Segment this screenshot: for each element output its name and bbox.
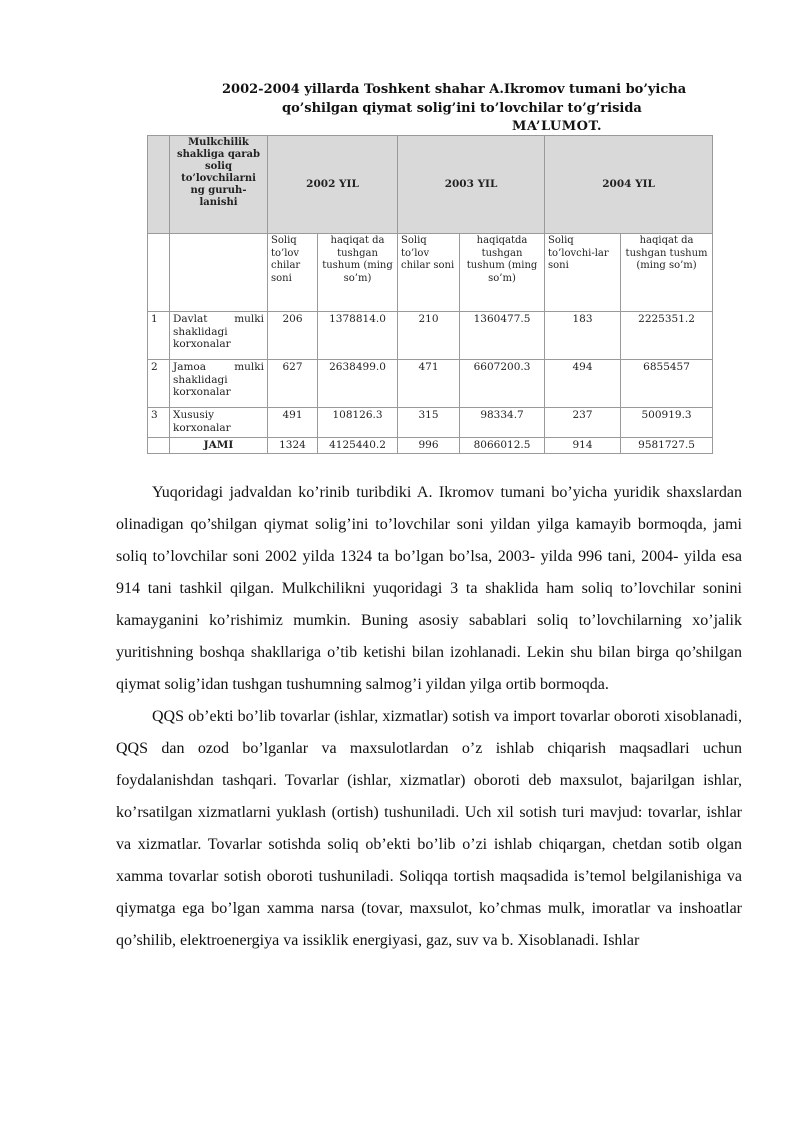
paragraph: QQS ob’ekti bo’lib tovarlar (ishlar, xizmatlar) sotish va import tovarlar oboroti xisoblanadi, QQS dan ozod bo’lganlar va maxsulotlardan o’z ishlab chiqarish maqsadlari uchun foydalanishdan tashqari. Tovarlar (ishlar, xizmatlar) oboroti deb maxsulot, bajarilgan ishlar, ko’rsatilgan xizmatlarni yuklash (ortish) tushuniladi. Uch xil sotish turi mavjud: tovarlar, ishlar va xizmatlar. Tovarlar sotishda soliq ob’ekti bo’lib o’zi ishlab chiqargan, chetdan sotib olgan xamma tovarlar sotish oboroti tushuniladi. Soliqqa tortish maqsadida is’temol belgilanishiga va qiymatga ega bo’lgan xamma narsa (tovar, maxsulot, ko’chmas mulk, imoratlar va inshoatlar qo’shilib, elektroenergiya va issiklik energiyasi, gaz, suv va b. Xisoblanadi. Ishlar <box>116 708 742 949</box>
year-header-2004: 2004 YIL <box>545 136 713 234</box>
row-label: Xususiy korxonalar <box>170 408 268 438</box>
group-header-cell: Mulkchilik shakliga qarab soliq to’lovchilarni ng guruh-lanishi <box>170 136 268 234</box>
year-header-2002: 2002 YIL <box>268 136 398 234</box>
table-cell: 98334.7 <box>460 408 545 438</box>
table-cell: 2638499.0 <box>318 360 398 408</box>
title-line-1: 2002-2004 yillarda Toshkent shahar A.Ikromov tumani bo’yicha <box>222 82 687 97</box>
subheader-cell: haqiqat da tushgan tushum (ming so’m) <box>318 234 398 312</box>
subheader-cell: haqiqatda tushgan tushum (ming so’m) <box>460 234 545 312</box>
tax-payers-table <box>147 135 713 454</box>
table-cell: 500919.3 <box>621 408 713 438</box>
table-subheader-row <box>148 234 713 312</box>
subheader-empty-cell <box>170 234 268 312</box>
table-header-row <box>148 136 713 234</box>
table-cell: 210 <box>398 312 460 360</box>
table-cell: 6607200.3 <box>460 360 545 408</box>
paragraph: Yuqoridagi jadvaldan ko’rinib turibdiki A. Ikromov tumani bo’yicha yuridik shaxslardan olinadigan qo’shilgan qiymat solig’ini to’lovchilar soni yildan yilga kamayib bormoqda, jami soliq to’lovchilar soni 2002 yilda 1324 ta bo’lgan bo’lsa, 2003- yilda 996 tani, 2004- yilda esa 914 tani tashkil qilgan. Mulkchilikni yuqoridagi 3 ta shaklida ham soliq to’lovchilar sonini kamayganini ko’rishimiz mumkin. Buning asosiy sabablari soliq to’lovchilarning xo’jalik yuritishning boshqa shakllariga o’tib ketishi bilan izohlanadi. Lekin shu bilan birga qo’shilgan qiymat solig’idan tushgan tushumning salmog’i yildan yilga ortib bormoqda. <box>116 484 742 693</box>
table-cell: 1360477.5 <box>460 312 545 360</box>
total-empty-cell <box>148 438 170 454</box>
header-empty-cell <box>148 136 170 234</box>
total-cell: 9581727.5 <box>621 438 713 454</box>
table-row <box>148 360 713 408</box>
table-cell: 6855457 <box>621 360 713 408</box>
subheader-cell: Soliq to’lovchi-lar soni <box>545 234 621 312</box>
table-cell: 206 <box>268 312 318 360</box>
table-cell: 627 <box>268 360 318 408</box>
total-cell: 1324 <box>268 438 318 454</box>
title-line-2: qo’shilgan qiymat solig’ini to’lovchilar to’g’risida <box>282 101 642 116</box>
table-cell: 183 <box>545 312 621 360</box>
row-label: Jamoa mulki shaklidagi korxonalar <box>170 360 268 408</box>
table-cell: 237 <box>545 408 621 438</box>
total-cell: 4125440.2 <box>318 438 398 454</box>
table-total-row <box>148 438 713 454</box>
table-cell: 2225351.2 <box>621 312 713 360</box>
total-label: JAMI <box>170 438 268 454</box>
total-cell: 8066012.5 <box>460 438 545 454</box>
total-cell: 914 <box>545 438 621 454</box>
subheader-cell: Soliq to’lov chilar soni <box>398 234 460 312</box>
row-label: Davlat mulki shaklidagi korxonalar <box>170 312 268 360</box>
table-cell: 494 <box>545 360 621 408</box>
row-number: 1 <box>148 312 170 360</box>
table-cell: 1378814.0 <box>318 312 398 360</box>
table-cell: 108126.3 <box>318 408 398 438</box>
title-line-3: MA’LUMOT. <box>512 119 602 134</box>
row-number: 3 <box>148 408 170 438</box>
subheader-cell: haqiqat da tushgan tushum (ming so’m) <box>621 234 713 312</box>
row-number: 2 <box>148 360 170 408</box>
table-row <box>148 312 713 360</box>
subheader-cell: Soliq to’lov chilar soni <box>268 234 318 312</box>
body-text <box>116 477 742 957</box>
table-cell: 491 <box>268 408 318 438</box>
subheader-empty-cell <box>148 234 170 312</box>
year-header-2003: 2003 YIL <box>398 136 545 234</box>
total-cell: 996 <box>398 438 460 454</box>
table-row <box>148 408 713 438</box>
table-cell: 315 <box>398 408 460 438</box>
table-cell: 471 <box>398 360 460 408</box>
